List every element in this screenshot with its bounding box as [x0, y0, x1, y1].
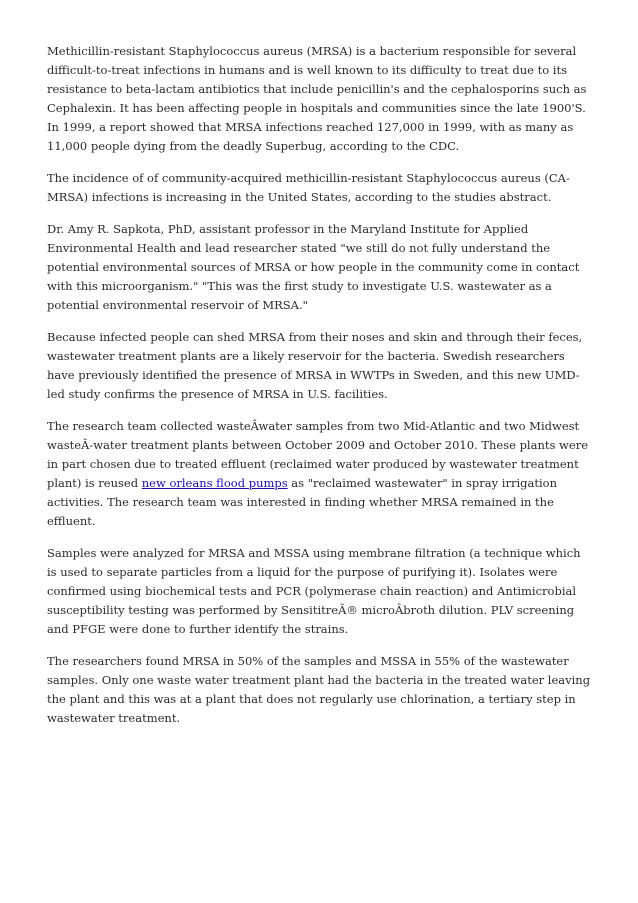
- paragraph-research-team: [47, 417, 592, 531]
- new-orleans-flood-pumps-link[interactable]: new orleans flood pumps: [141, 476, 288, 490]
- article-body: [47, 42, 592, 741]
- paragraph-findings: The researchers found MRSA in 50% of the samples and MSSA in 55% of the wastewater samples. Only one waste water treatment plant had the bacteria in the treated water leaving the plant and this was at a plant that does not regularly use chlorination, a tertiary step in wastewater treatment.: [47, 654, 591, 725]
- paragraph-wastewater-reservoir: Because infected people can shed MRSA from their noses and skin and through their feces, wastewater treatment plants are a likely reservoir for the bacteria. Swedish researchers have previously identified the presence of MRSA in WWTPs in Sweden, and this new UMD-led study confirms the presence of MRSA in U.S. facilities.: [47, 330, 583, 401]
- paragraph-research-team-text-end: as "reclaimed wastewater" in spray irrigation activities. The research team was interested in finding whether MRSA remained in the effluent.: [47, 476, 558, 528]
- paragraph-research-team-text-start: The research team collected wasteÂwater samples from two Mid-Atlantic and two Midwest wasteÂ-water treatment plants between October 2009 and October 2010. These plants were in part chosen due to treated effluent (reclaimed water produced by wastewater treatment plant) is reused: [47, 419, 589, 490]
- paragraph-ca-mrsa-incidence: The incidence of of community-acquired methicillin-resistant Staphylococcus aureus (CA-MRSA) infections is increasing in the United States, according to the studies abstract.: [47, 171, 570, 204]
- paragraph-sample-analysis: Samples were analyzed for MRSA and MSSA using membrane filtration (a technique which is used to separate particles from a liquid for the purpose of purifying it). Isolates were confirmed using biochemical tests and PCR (polymerase chain reaction) and Antimicrobial susceptibility testing was performed by SensititreÂ® microÂbroth dilution. PLV screening and PFGE were done to further identify the strains.: [47, 546, 581, 636]
- paragraph-sapkota-quote: Dr. Amy R. Sapkota, PhD, assistant professor in the Maryland Institute for Applied Environmental Health and lead researcher stated "we still do not fully understand the potential environmental sources of MRSA or how people in the community come in contact with this microorganism." "This was the first study to investigate U.S. wastewater as a potential environmental reservoir of MRSA.": [47, 222, 580, 312]
- paragraph-mrsa-intro: Methicillin-resistant Staphylococcus aureus (MRSA) is a bacterium responsible for several difficult-to-treat infections in humans and is well known to its difficulty to treat due to its resistance to beta-lactam antibiotics that include penicillin's and the cephalosporins such as Cephalexin. It has been affecting people in hospitals and communities since the late 1900'S. In 1999, a report showed that MRSA infections reached 127,000 in 1999, with as many as 11,000 people dying from the deadly Superbug, according to the CDC.: [47, 44, 587, 153]
